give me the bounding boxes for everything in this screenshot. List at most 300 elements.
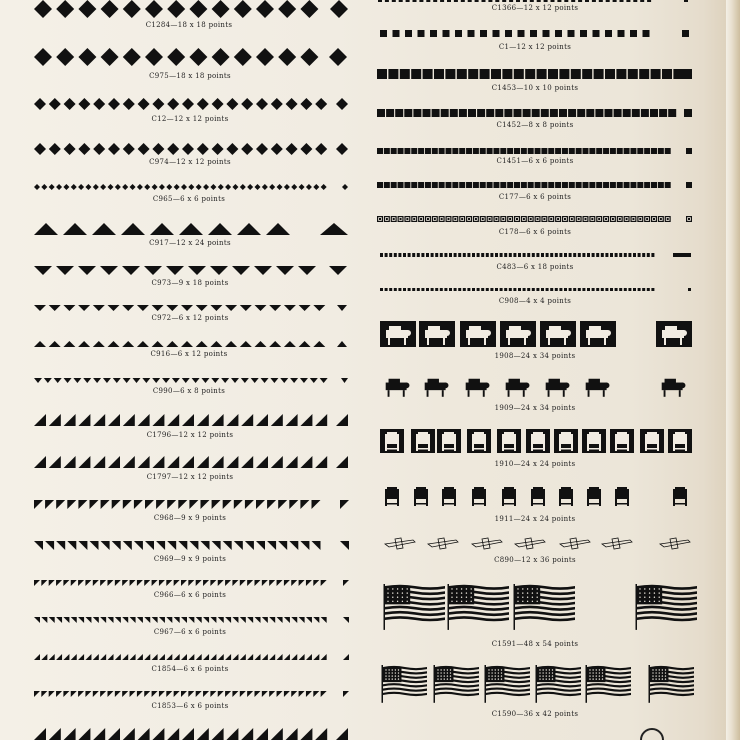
border-c483-unit [394,253,397,257]
border-c972-unit [284,305,296,311]
border-c969-unit [234,541,243,550]
border-c483-unit [477,253,480,257]
border-c1853-unit [122,691,128,697]
border-c1854-unit [306,654,312,660]
caption-c973: C973—9 x 18 points [151,279,229,287]
border-c177-unit [446,182,452,188]
border-c1854-unit [122,654,128,660]
border-c917 [34,223,348,235]
border-c1452-unit [432,109,440,117]
border-c1853-unit [247,691,253,697]
border-c12-unit [78,98,90,110]
border-c483-unit [642,253,645,257]
border-c908-unit [555,288,558,291]
border-c908-unit [449,288,452,291]
border-c1796-unit [34,414,46,426]
border-c990-unit [211,378,219,383]
border-c1366-unit [626,0,630,2]
border-c917-unit [121,223,145,235]
border-c177-unit [644,182,650,188]
border-c1853-unit [313,691,319,697]
border-c965-unit [71,184,77,190]
border-c967-unit [152,617,158,623]
border-c178-unit [550,218,552,220]
border-c990-unit [123,378,131,383]
border-c908-unit [624,288,627,291]
border-c1853-unit [34,691,40,697]
border-c177-unit [439,182,445,188]
border-c916-unit [93,341,105,347]
border-c990-unit [280,378,288,383]
border-c1451-unit [651,148,657,154]
border-c1366-unit [613,0,617,2]
border-c1590 [382,665,695,703]
border-c917-unit [320,223,348,235]
border-c908-unit [587,288,590,291]
border-c1853-unit [137,691,143,697]
border-c990-unit [221,378,229,383]
border-c1797-unit [212,456,224,468]
border-c1451-unit [528,148,534,154]
border-c966-unit [343,580,349,586]
border-c1854-unit [255,654,261,660]
border-c973-unit [56,266,74,275]
border-c990-unit [192,378,200,383]
border-c1366-unit [640,0,644,2]
border-c973-unit [100,266,118,275]
border-c1853-unit [41,691,47,697]
border-c1452-unit [595,109,603,117]
border-c966-unit [63,580,69,586]
border-c178-unit [619,218,621,220]
border-c1451-unit [500,148,506,154]
border-c1452-unit [605,109,613,117]
border-c990-unit [320,378,328,383]
border-c483-unit [454,253,457,257]
border-c1452-unit [541,109,549,117]
border-c1284-unit [330,0,348,18]
border-c972-unit [299,305,311,311]
border-c1854-unit [196,654,202,660]
border-c483-unit [633,253,636,257]
border-c965-unit [210,184,216,190]
border-c1453-unit [514,69,524,79]
border-c1854-unit [137,654,143,660]
border-c908-unit [394,288,397,291]
border-c1853 [34,691,349,697]
border-c1453-unit [682,69,692,79]
border-c1853-unit [277,691,283,697]
border-c1452-unit [459,109,467,117]
border-c916-unit [255,341,267,347]
border-c916-unit [313,341,325,347]
border-c1284-unit [278,0,296,18]
border-c967-unit [247,617,253,623]
border-c967-unit [210,617,216,623]
border-c908-unit [651,288,654,291]
border-c1-unit [418,30,425,37]
border-c965-unit [313,184,319,190]
border-c908-unit [435,288,438,291]
border-c178-unit [502,218,504,220]
border-c178-unit [537,218,539,220]
border-c972-unit [210,305,222,311]
border-bottom-row-unit [182,728,194,740]
border-c483-unit [435,253,438,257]
caption-c1451: C1451—6 x 6 points [496,157,574,165]
border-c965-unit [196,184,202,190]
caption-c12: C12—12 x 12 points [151,115,229,123]
border-c965-unit [122,184,128,190]
border-c12-unit [271,98,283,110]
border-c966-unit [137,580,143,586]
border-c973-unit [276,266,294,275]
border-c483-unit [564,253,567,257]
border-c966-unit [108,580,114,586]
border-c178-unit [393,218,395,220]
border-c974-unit [93,143,105,155]
border-c973-unit [210,266,228,275]
border-c966-unit [240,580,246,586]
caption-c968: C968—9 x 9 points [153,514,227,522]
border-c1451-unit [535,148,541,154]
border-c177-unit [521,182,527,188]
border-c990 [34,378,348,383]
border-c178-unit [626,218,628,220]
border-1909 [386,379,686,397]
border-c966-unit [130,580,136,586]
border-c178-unit [632,218,634,220]
border-c967-unit [166,617,172,623]
border-c177-unit [562,182,568,188]
border-c1854-unit [232,654,238,660]
border-c1453-unit [662,69,672,79]
border-c968-unit [156,500,165,509]
border-c177-unit [637,182,643,188]
border-c483-unit [638,253,641,257]
border-c12-unit [123,98,135,110]
border-c908-unit [550,288,553,291]
border-c177-unit [459,182,465,188]
border-c1451-unit [446,148,452,154]
border-c973-unit [144,266,162,275]
border-c1-unit [630,30,637,37]
border-c969-unit [123,541,132,550]
border-c969-unit [189,541,198,550]
border-c908-unit [412,288,415,291]
border-c12-unit [212,98,224,110]
border-c177-unit [377,182,383,188]
border-c1366-unit [684,0,688,2]
border-c1853-unit [196,691,202,697]
border-c1591 [384,584,698,630]
border-c969-unit [267,541,276,550]
border-c1854-unit [277,654,283,660]
caption-c1: C1—12 x 12 points [498,43,572,51]
border-c965-unit [174,184,180,190]
border-c916-unit [49,341,61,347]
border-c1451-unit [452,148,458,154]
border-c1451-unit [507,148,513,154]
border-c483-unit [559,253,562,257]
border-c1853-unit [93,691,99,697]
border-c1854-unit [174,654,180,660]
border-c483-unit [601,253,604,257]
border-c1-unit [605,30,612,37]
border-c975-unit [101,48,119,66]
border-c968-unit [56,500,65,509]
border-c1-unit [580,30,587,37]
border-c178-unit [406,218,408,220]
border-c965-unit [203,184,209,190]
border-c908-unit [385,288,388,291]
border-c973-unit [232,266,250,275]
border-c965-unit [321,184,327,190]
border-c968 [34,500,349,509]
border-c177-unit [418,182,424,188]
border-c178-unit [495,218,497,220]
border-c1-unit [443,30,450,37]
border-c1796-unit [286,414,298,426]
border-c483-unit [628,253,631,257]
border-bottom-row-unit [271,728,283,740]
border-c916-unit [122,341,134,347]
border-c1854 [34,654,349,660]
border-c966-unit [181,580,187,586]
border-c967-unit [174,617,180,623]
border-c12-unit [182,98,194,110]
border-c908-unit [472,288,475,291]
border-bottom-row-unit [108,728,120,740]
caption-c916: C916—6 x 12 points [150,350,228,358]
border-c1797-unit [167,456,179,468]
border-c908-unit [536,288,539,291]
border-c966-unit [49,580,55,586]
border-c967-unit [93,617,99,623]
border-c483-unit [486,253,489,257]
caption-c967: C967—6 x 6 points [153,628,227,636]
border-c908-unit [509,288,512,291]
border-c966-unit [210,580,216,586]
border-c965-unit [225,184,231,190]
border-c974-unit [256,143,268,155]
border-c483-unit [582,253,585,257]
border-c483-unit [610,253,613,257]
border-c969-unit [156,541,165,550]
border-c177-unit [507,182,513,188]
border-c965-unit [240,184,246,190]
border-c178-unit [413,218,415,220]
border-c990-unit [54,378,62,383]
border-c967-unit [188,617,194,623]
border-c969-unit [312,541,321,550]
border-c990-unit [201,378,209,383]
border-c967-unit [34,617,40,623]
border-c965-unit [41,184,47,190]
border-c990-unit [113,378,121,383]
border-c1453-unit [377,69,387,79]
border-c1796-unit [226,414,238,426]
border-c1366-unit [564,0,568,2]
border-c178-unit [523,218,525,220]
border-c1797-unit [256,456,268,468]
border-c1853-unit [218,691,224,697]
caption-c966: C966—6 x 6 points [153,591,227,599]
border-c1854-unit [130,654,136,660]
border-c483-unit [518,253,521,257]
border-c908-unit [408,288,411,291]
border-c483-unit [380,253,383,257]
border-c483-unit [408,253,411,257]
border-c1451 [377,148,692,154]
border-c12-unit [315,98,327,110]
border-c1854-unit [291,654,297,660]
border-c966-unit [34,580,40,586]
border-c1451-unit [548,148,554,154]
border-c1452 [377,109,692,117]
border-c974-unit [108,143,120,155]
border-c1452-unit [659,109,667,117]
border-c1453-unit [537,69,547,79]
border-c968-unit [278,500,287,509]
border-c974-unit [34,143,46,155]
border-c178-unit [653,218,655,220]
border-c1853-unit [166,691,172,697]
border-c916-unit [78,341,90,347]
border-c1 [380,30,689,37]
border-c1796-unit [336,414,348,426]
border-c1853-unit [130,691,136,697]
border-c177-unit [404,182,410,188]
border-c975-unit [300,48,318,66]
border-c990-unit [241,378,249,383]
border-c1853-unit [255,691,261,697]
border-c1796-unit [152,414,164,426]
border-c908-unit [578,288,581,291]
caption-c1452: C1452—8 x 8 points [496,121,574,129]
border-c1853-unit [115,691,121,697]
border-c965-unit [299,184,305,190]
border-c1796-unit [49,414,61,426]
border-c177-unit [603,182,609,188]
border-c483-unit [444,253,447,257]
border-c968-unit [67,500,76,509]
border-c1797-unit [138,456,150,468]
border-c969-unit [245,541,254,550]
border-c965-unit [291,184,297,190]
border-c967-unit [291,617,297,623]
border-c967-unit [49,617,55,623]
border-c972-unit [34,305,46,311]
border-c1853-unit [108,691,114,697]
border-c973-unit [329,266,347,275]
border-c483-unit [472,253,475,257]
border-c177-unit [548,182,554,188]
border-c967-unit [203,617,209,623]
border-c967-unit [321,617,327,623]
border-c1853-unit [144,691,150,697]
border-c177-unit [528,182,534,188]
border-c916-unit [63,341,75,347]
border-c908-unit [431,288,434,291]
border-c908 [380,288,691,291]
border-c990-unit [270,378,278,383]
border-c908-unit [596,288,599,291]
border-c483-unit [403,253,406,257]
border-c1366-unit [571,0,575,2]
border-c1854-unit [152,654,158,660]
border-c990-unit [34,378,42,383]
border-c908-unit [628,288,631,291]
border-c1366-unit [406,0,410,2]
border-c966-unit [196,580,202,586]
border-c1451-unit [589,148,595,154]
border-c968-unit [300,500,309,509]
border-c908-unit [477,288,480,291]
border-c1366 [378,0,688,2]
border-bottom-row-unit [336,728,348,740]
border-c178-unit [400,218,402,220]
border-c967 [34,617,349,623]
border-c1451-unit [473,148,479,154]
border-c967-unit [115,617,121,623]
border-c968-unit [112,500,121,509]
border-c1451-unit [411,148,417,154]
border-c965 [34,184,348,190]
border-bottom-row-unit [78,728,90,740]
border-c1-unit [618,30,625,37]
border-c1451-unit [466,148,472,154]
border-c1854-unit [247,654,253,660]
border-c178-unit [427,218,429,220]
caption-1911: 1911—24 x 24 points [494,515,576,523]
border-c1452-unit [550,109,558,117]
border-c908-unit [467,288,470,291]
border-c1452-unit [413,109,421,117]
border-c1-unit [682,30,689,37]
border-c990-unit [64,378,72,383]
border-c968-unit [201,500,210,509]
border-bottom-row-unit [212,728,224,740]
border-c1797-unit [123,456,135,468]
border-c966-unit [71,580,77,586]
border-c177-unit [596,182,602,188]
border-c1453-unit [616,69,626,79]
border-c969-unit [212,541,221,550]
border-c1453-unit [491,69,501,79]
border-c916-unit [137,341,149,347]
border-c1797-unit [34,456,46,468]
border-c975-unit [278,48,296,66]
border-c177-unit [480,182,486,188]
border-c177-unit [466,182,472,188]
border-c1853-unit [262,691,268,697]
border-c968-unit [167,500,176,509]
border-c966-unit [299,580,305,586]
border-c916-unit [225,341,237,347]
border-c967-unit [144,617,150,623]
border-c1796-unit [182,414,194,426]
border-c1854-unit [56,654,62,660]
border-c1854-unit [321,654,327,660]
border-c969-unit [101,541,110,550]
border-c916-unit [108,341,120,347]
border-c1451-unit [596,148,602,154]
border-c1453-unit [525,69,535,79]
border-c990-unit [172,378,180,383]
border-c990-unit [133,378,141,383]
border-c483-unit [431,253,434,257]
